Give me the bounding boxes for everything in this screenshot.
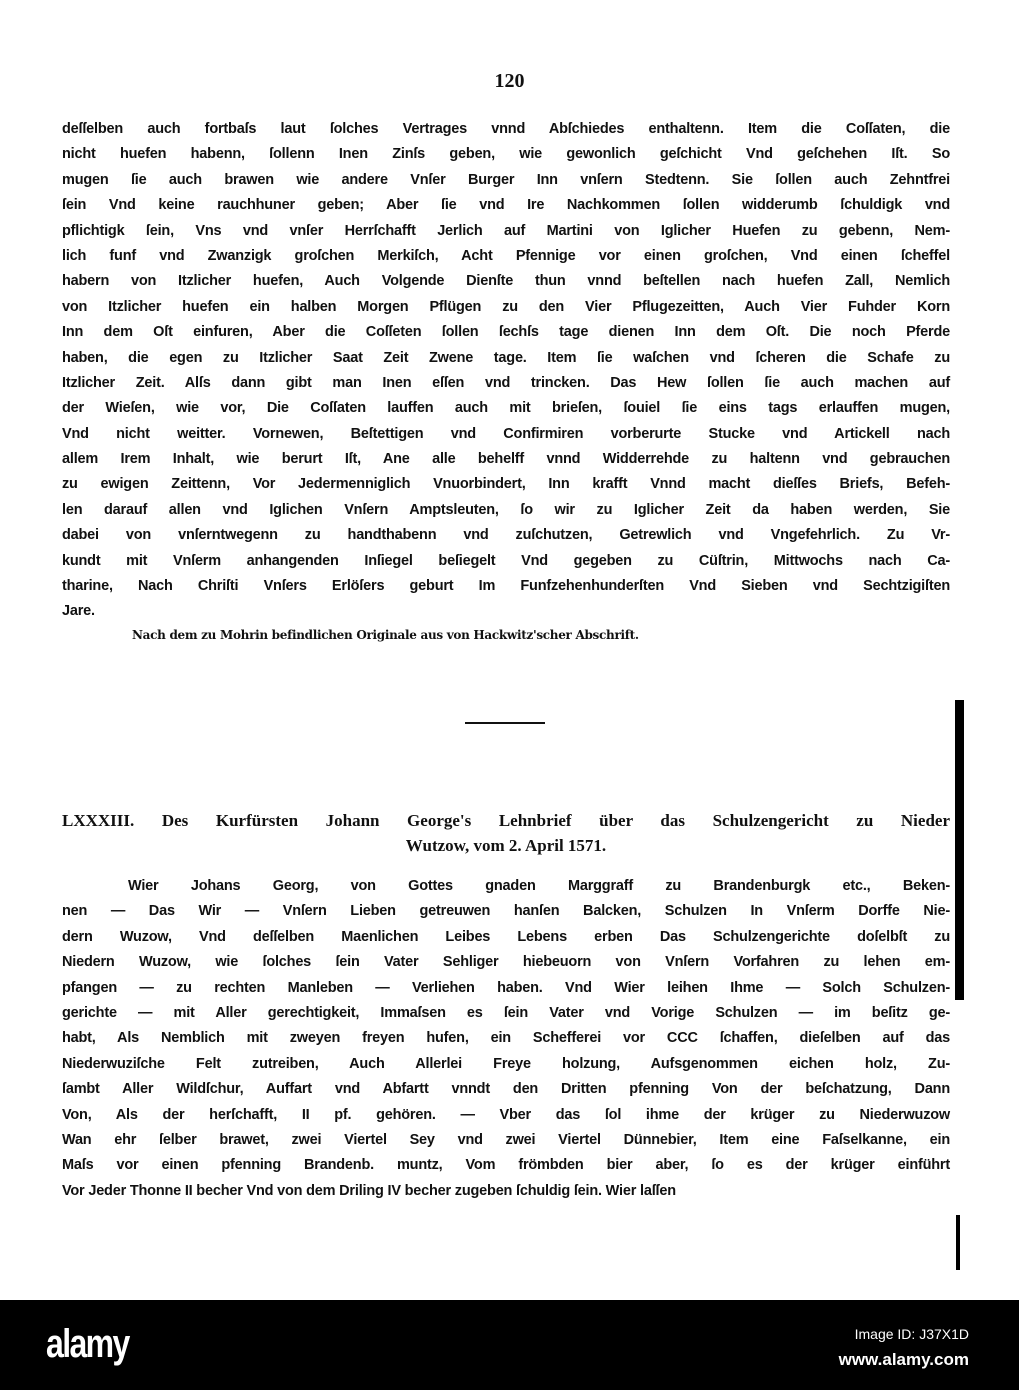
scan-edge-artifact [955,700,964,1000]
text-line: tharine, Nach Chriſti Vnſers Erlöſers geburt Im Funfzehenhunderſten Vnd Sieben vnd Sechtzigiſten [62,578,950,595]
watermark-footer [0,1300,1019,1390]
body-text-section-2 [62,874,950,1204]
text-line: Maſs vor einen pfenning Brandenb. muntz, Vom frömbden bier aber, ſo es der krüger einführt [62,1157,950,1174]
text-line: zu ewigen Zeittenn, Vor Jedermenniglich Vnuorbindert, Inn krafft Vnnd macht dieſſes Briefs, Befeh- [62,476,950,493]
heading-line-2: Wutzow, vom 2. April 1571. [405,836,607,855]
text-line: haben, die egen zu Itzlicher Saat Zeit Zwene tage. Item ſie waſchen vnd ſcheren die Schafe zu [62,349,950,366]
scan-edge-artifact [956,1215,960,1270]
text-line: habt, Als Nemblich mit zweyen freyen hufen, ein Schefferei vor CCC ſchaffen, dieſelben auf das [62,1030,950,1047]
text-line: lich funf vnd Zwanzigk groſchen Merkiſch, Acht Pfennige vor einen groſchen, Vnd einen ſcheffel [62,247,950,264]
text-line: ſambt Aller Wildſchur, Auffart vnd Abfartt vnndt den Dritten pfenning Von der beſchatzung, Dann [62,1081,950,1098]
text-line: len darauf allen vnd Iglichen Vnſern Amptsleuten, ſo wir zu Iglicher Zeit da haben werden, Sie [62,501,950,518]
text-line: Niederwuziſche Felt zutreiben, Auch Allerlei Freye holzung, Aufsgenommen eichen holz, Zu- [62,1055,950,1072]
text-line: Wier Johans Georg, von Gottes gnaden Marggraff zu Brandenburgk etc., Beken- [128,878,950,894]
text-line: Itzlicher Zeit. Alſs dann gibt man Inen eſſen vnd trincken. Das Hew ſollen ſie auch machen auf [62,374,950,391]
text-line: nen — Das Wir — Vnſern Lieben getreuwen hanſen Balcken, Schulzen In Vnſerm Dorffe Nie- [62,903,950,920]
text-line: habern von Itzlicher huefen, Auch Volgende Dienſte thun vnnd beſtellen nach huefen Zall, Nemlich [62,273,950,290]
text-line: Vnd nicht weitter. Vornewen, Beſtettigen vnd Confirmiren vorberurte Stucke vnd Artickell nach [62,425,950,442]
heading-line-1: LXXXIII. Des Kurfürsten Johann George's Lehnbrief über das Schulzengericht zu Nieder [62,811,950,830]
text-line: Wan ehr ſelber brawet, zwei Viertel Sey vnd zwei Viertel Dünnebier, Item eine Faſselkanne, ein [62,1131,950,1148]
text-line: gerichte — mit Aller gerechtigkeit, Immaſsen es ſein Vater vnd Vorige Schulzen — im beſitz ge- [62,1004,950,1021]
text-line: mugen ſie auch brawen wie andere Vnſer Burger Inn vnſern Stedtenn. Sie ſollen auch Zehntfrei [62,171,950,188]
text-line: der Wieſen, wie vor, Die Coſſaten lauffen auch mit brieſen, ſouiel ſie eins tags erlauffen mugen, [62,400,950,417]
body-text-section-1 [62,117,950,625]
text-line: allem Irem Inhalt, wie berurt Iſt, Ane alle behelff vnnd Widderrehde zu haltenn vnd gebrauchen [62,451,950,468]
page-number: 120 [494,70,525,92]
document-heading [62,808,950,858]
text-line: von Itzlicher huefen ein halben Morgen Pflügen zu den Vier Pflugezeitten, Auch Vier Fuhder Korn [62,298,950,315]
text-line: nicht huefen habenn, ſollenn Inen Zinſs geben, wie gewonlich geſchicht Vnd geſchehen Iſt. So [62,146,950,163]
alamy-logo: alamy [46,1322,129,1366]
text-line: Von, Als der herſchafft, II pf. gehören. — Vber das ſol ihme der krüger zu Niederwuzow [62,1106,950,1123]
section-divider [465,722,545,724]
site-url: www.alamy.com [838,1350,969,1369]
text-line: Vor Jeder Thonne II becher Vnd von dem Driling IV becher zugeben ſchuldig ſein. Wier laſſen [62,1182,676,1199]
text-line: Niedern Wuzow, wie ſolches ſein Vater Sehliger hiebeuorn von Vnſern Vorfahren zu lehen em- [62,954,950,971]
text-line: pfangen — zu rechten Manleben — Verliehen haben. Vnd Wier leihen Ihme — Solch Schulzen- [62,979,950,996]
image-id: Image ID: J37X1D [854,1326,969,1342]
text-line: deſſelben auch fortbaſs laut ſolches Vertrages vnnd Abſchiedes enthaltenn. Item die Coſſaten, die [62,121,950,137]
text-line: kundt mit Vnſerm anhangenden Inſiegel beſiegelt Vnd gegeben zu Cüſtrin, Mittwochs nach Ca- [62,552,950,569]
source-note: Nach dem zu Mohrin befindlichen Originale aus von Hackwitz'scher Abschrift. [132,628,639,642]
text-line: Jare. [62,603,95,620]
text-line: pflichtigk ſein, Vns vnd vnſer Herrſchafft Jerlich auf Martini von Iglicher Huefen zu gebenn, Nem- [62,222,950,239]
text-line: dabei von vnſerntwegenn zu handthabenn vnd zuſchutzen, Getrewlich vnd Vngefehrlich. Zu Vr- [62,527,950,544]
text-line: dern Wuzow, Vnd deſſelben Maenlichen Leibes Lebens erben Das Schulzengerichte doſelbſt zu [62,928,950,945]
text-line: ſein Vnd keine rauchhuner geben; Aber ſie vnd Ire Nachkommen ſollen widderumb ſchuldigk vnd [62,197,950,214]
text-line: Inn dem Oſt einfuren, Aber die Coſſeten ſollen ſechſs tage dienen Inn dem Oſt. Die noch Pferde [62,324,950,341]
